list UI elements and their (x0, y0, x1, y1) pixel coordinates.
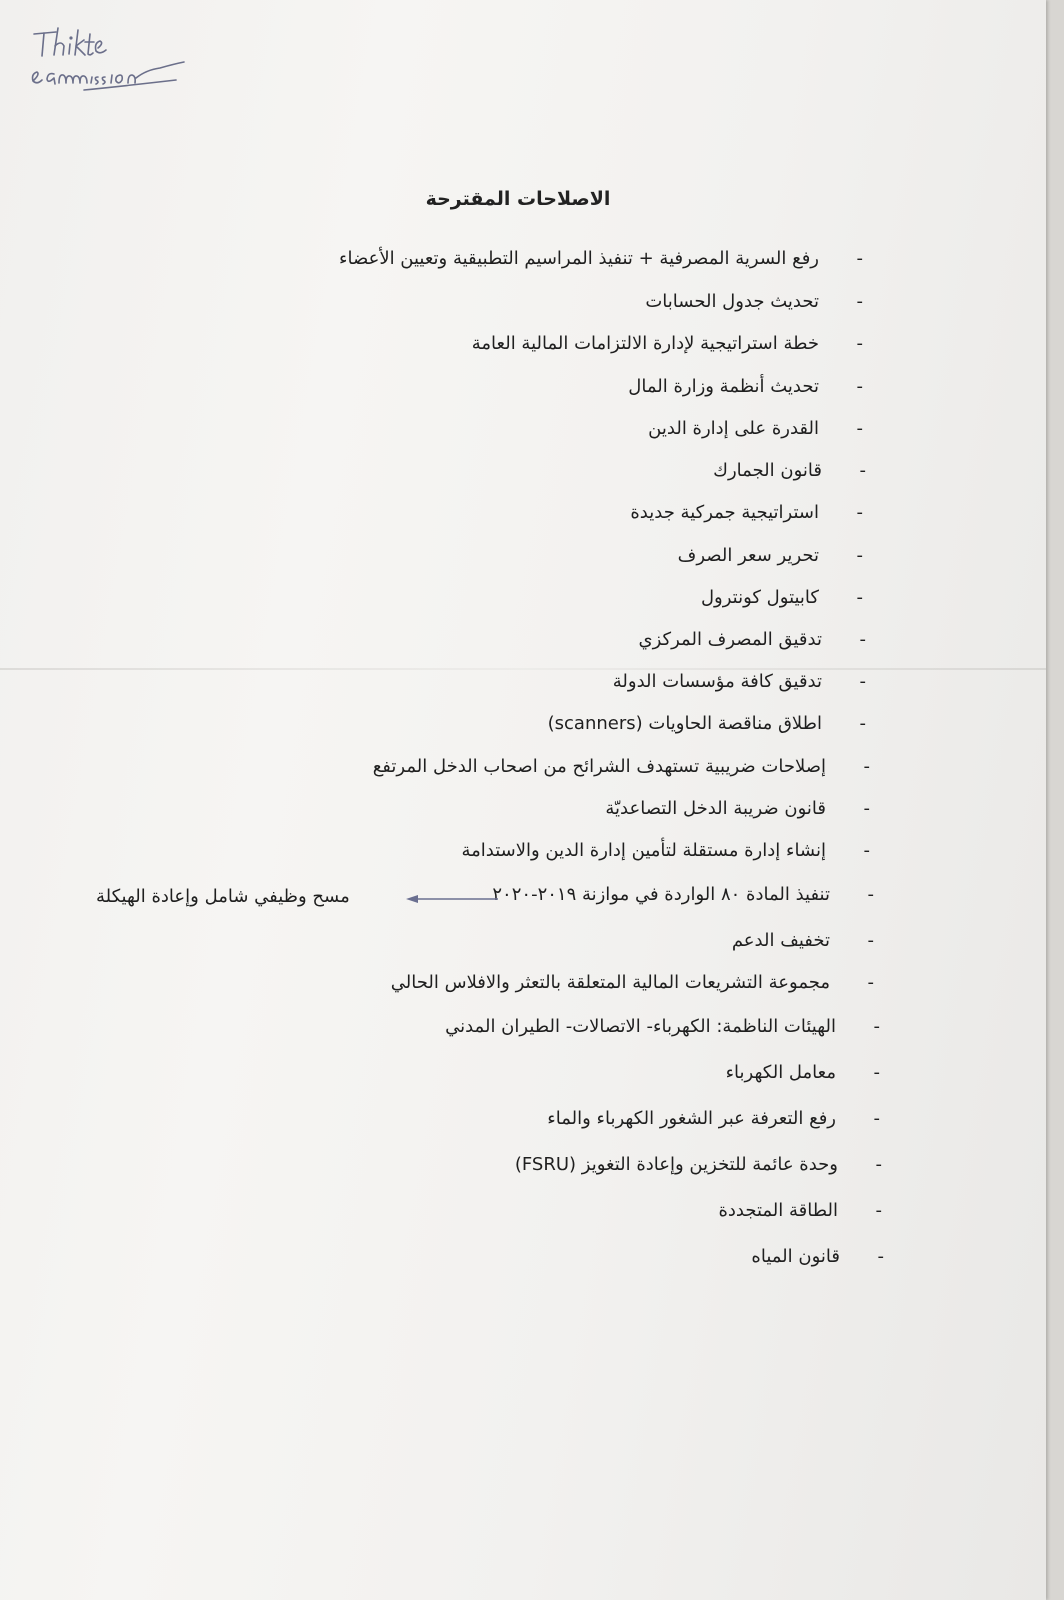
reform-item-text: اطلاق مناقصة الحاويات (scanners) (547, 713, 822, 734)
reform-item (547, 1108, 880, 1129)
reform-item (713, 460, 866, 481)
bullet-dash: - (875, 1200, 882, 1221)
reform-item-text: تخفيف الدعم (731, 930, 830, 951)
reform-item-text: تنفيذ المادة ٨٠ الواردة في موازنة ٢٠١٩-٢٠٢٠ (492, 884, 830, 905)
reform-item-text: إنشاء إدارة مستقلة لتأمين إدارة الدين والاستدامة (461, 840, 826, 861)
paper-fold-crease (0, 668, 1046, 670)
reform-item (445, 1016, 880, 1037)
reform-item (648, 418, 863, 439)
bullet-dash: - (859, 460, 866, 481)
reform-item (548, 713, 866, 734)
reform-item-text: القدرة على إدارة الدين (648, 418, 819, 439)
reform-item (472, 333, 863, 354)
reform-item (339, 248, 863, 269)
reform-item-text: تحديث أنظمة وزارة المال (628, 376, 819, 397)
reform-item-text: كابيتول كونترول (700, 587, 819, 608)
bullet-dash: - (873, 1016, 880, 1037)
reform-item (373, 756, 870, 777)
reform-item (492, 884, 874, 905)
bullet-dash: - (856, 291, 863, 312)
reform-item (613, 671, 866, 692)
reform-item-text: رفع السرية المصرفية + تنفيذ المراسيم التطبيقية وتعيين الأعضاء (339, 248, 819, 269)
page-title (0, 188, 1046, 210)
reform-item-text: إصلاحات ضريبية تستهدف الشرائح من اصحاب الدخل المرتفع (372, 756, 826, 777)
bullet-dash: - (856, 545, 863, 566)
reform-item (701, 587, 863, 608)
bullet-dash: - (863, 840, 870, 861)
reform-item-text: معامل الكهرباء (725, 1062, 836, 1083)
bullet-dash: - (856, 587, 863, 608)
reform-item-text: وحدة عائمة للتخزين وإعادة التغويز (FSRU) (514, 1154, 838, 1175)
bullet-dash: - (875, 1154, 882, 1175)
bullet-dash: - (859, 713, 866, 734)
reform-item (751, 1246, 884, 1267)
side-note: مسح وظيفي شامل وإعادة الهيكلة (96, 886, 350, 907)
bullet-dash: - (856, 502, 863, 523)
reform-item-text: مجموعة التشريعات المالية المتعلقة بالتعثر والافلاس الحالي (390, 972, 830, 993)
reform-item (628, 376, 863, 397)
bullet-dash: - (856, 376, 863, 397)
reform-item-text: تدقيق المصرف المركزي (638, 629, 822, 650)
reform-item-text: تحرير سعر الصرف (677, 545, 819, 566)
reform-item-text: استراتيجية جمركية جديدة (630, 502, 819, 523)
reform-item (630, 502, 863, 523)
bullet-dash: - (856, 333, 863, 354)
reform-item-text: تدقيق كافة مؤسسات الدولة (612, 671, 822, 692)
reform-item-text: قانون المياه (751, 1246, 840, 1267)
reform-item-text: خطة استراتيجية لإدارة الالتزامات المالية العامة (471, 333, 819, 354)
bullet-dash: - (863, 798, 870, 819)
bullet-dash: - (867, 884, 874, 905)
handwriting-drawing (28, 22, 188, 102)
reform-item (605, 798, 870, 819)
reform-item (726, 1062, 880, 1083)
reform-item-text: قانون ضريبة الدخل التصاعديّة (605, 798, 826, 819)
reform-item (639, 629, 866, 650)
reform-item (732, 930, 874, 951)
page-title-text: الاصلاحات المقترحة (425, 188, 611, 210)
reform-item (391, 972, 874, 993)
bullet-dash: - (859, 629, 866, 650)
left-arrow-icon (406, 894, 498, 904)
reform-item-text: الطاقة المتجددة (718, 1200, 838, 1221)
bullet-dash: - (873, 1108, 880, 1129)
reform-item (461, 840, 870, 861)
bullet-dash: - (863, 756, 870, 777)
reform-item-text: رفع التعرفة عبر الشغور الكهرباء والماء (547, 1108, 836, 1129)
reform-item-text: تحديث جدول الحسابات (645, 291, 819, 312)
bullet-dash: - (877, 1246, 884, 1267)
bullet-dash: - (873, 1062, 880, 1083)
bullet-dash: - (856, 248, 863, 269)
bullet-dash: - (856, 418, 863, 439)
bullet-dash: - (859, 671, 866, 692)
reform-item-text: الهيئات الناظمة: الكهرباء- الاتصالات- الطيران المدني (445, 1016, 836, 1037)
handwritten-annotation (28, 22, 188, 102)
reform-item (515, 1154, 882, 1175)
bullet-dash: - (867, 930, 874, 951)
bullet-dash: - (867, 972, 874, 993)
reform-item (678, 545, 863, 566)
reform-item (645, 291, 863, 312)
reform-item-text: قانون الجمارك (713, 460, 822, 481)
reform-item (718, 1200, 882, 1221)
